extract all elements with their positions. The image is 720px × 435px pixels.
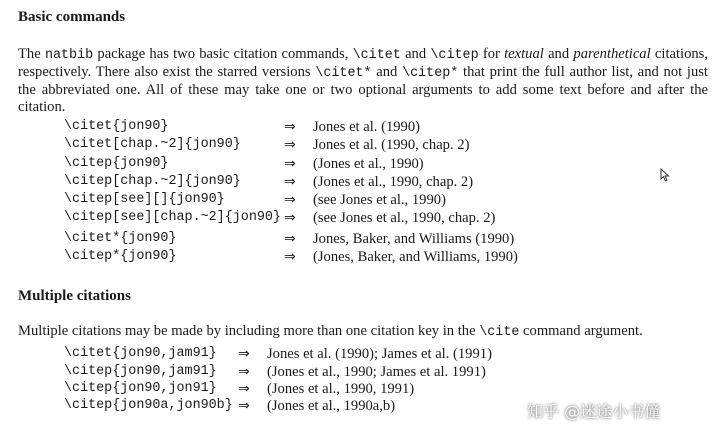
package-name: natbib: [44, 48, 94, 63]
example-result: Jones et al. (1990): [313, 119, 420, 135]
para-text: and: [371, 64, 403, 80]
zhihu-watermark: 知乎 @迷途小书僮: [527, 402, 661, 421]
command-name: \citep: [430, 48, 479, 63]
implies-arrow-icon: ⇒: [284, 249, 296, 265]
example-command: \citet{jon90}: [64, 119, 169, 134]
para-text: The: [18, 46, 45, 62]
para-text: command argument.: [519, 323, 643, 339]
implies-arrow-icon: ⇒: [238, 346, 250, 362]
example-command: \citep[see][]{jon90}: [64, 192, 225, 207]
example-result: (Jones et al., 1990, 1991): [267, 381, 415, 397]
example-command: \citep[see][chap.~2]{jon90}: [64, 210, 281, 225]
emphasis-text: textual: [504, 46, 544, 62]
basic-commands-paragraph: [18, 46, 708, 116]
example-command: \citep{jon90a,jon90b}: [64, 398, 233, 413]
section-heading-basic-commands: Basic commands: [18, 9, 126, 25]
example-command: \citep{jon90,jon91}: [64, 381, 217, 396]
example-command: \citet{jon90,jam91}: [64, 346, 217, 361]
implies-arrow-icon: ⇒: [284, 137, 296, 153]
section-heading-multiple-citations: Multiple citations: [18, 288, 131, 304]
command-name: \citep*: [402, 66, 459, 81]
example-result: Jones, Baker, and Williams (1990): [313, 231, 515, 247]
emphasis-text: parenthetical: [573, 46, 651, 62]
para-text: and: [543, 46, 574, 62]
example-command: \citet[chap.~2]{jon90}: [64, 137, 241, 152]
example-command: \citep{jon90,jam91}: [64, 364, 217, 379]
implies-arrow-icon: ⇒: [284, 231, 296, 247]
para-text: and: [400, 46, 431, 62]
command-name: \citet*: [315, 66, 372, 81]
command-name: \citet: [352, 48, 401, 63]
example-result: (see Jones et al., 1990, chap. 2): [313, 210, 496, 226]
implies-arrow-icon: ⇒: [238, 398, 250, 414]
example-result: (see Jones et al., 1990): [313, 192, 446, 208]
example-command: \citep{jon90}: [64, 156, 169, 171]
implies-arrow-icon: ⇒: [238, 364, 250, 380]
example-command: \citet*{jon90}: [64, 231, 177, 246]
mouse-pointer-icon: [660, 168, 670, 187]
para-text: package has two basic citation commands,: [93, 46, 353, 62]
example-command: \citep[chap.~2]{jon90}: [64, 174, 241, 189]
para-text: Multiple citations may be made by including more than one citation key in the: [18, 323, 480, 339]
example-result: (Jones et al., 1990a,b): [267, 398, 396, 414]
implies-arrow-icon: ⇒: [284, 210, 296, 226]
implies-arrow-icon: ⇒: [238, 381, 250, 397]
example-result: (Jones, Baker, and Williams, 1990): [313, 249, 518, 265]
implies-arrow-icon: ⇒: [284, 174, 296, 190]
implies-arrow-icon: ⇒: [284, 156, 296, 172]
para-text: that print the full author list, and not just the abbreviated one. All of these may take one or two optional arguments to add some text before and after the citation.: [18, 64, 708, 115]
example-result: (Jones et al., 1990): [313, 156, 424, 172]
para-text: for: [478, 46, 505, 62]
example-result: (Jones et al., 1990, chap. 2): [313, 174, 474, 190]
example-result: (Jones et al., 1990; James et al. 1991): [267, 364, 486, 380]
multiple-citations-paragraph: [18, 323, 708, 341]
implies-arrow-icon: ⇒: [284, 192, 296, 208]
example-result: Jones et al. (1990); James et al. (1991): [267, 346, 492, 362]
para-text: citations, respectively. There also exist the starred versions: [18, 46, 709, 80]
example-command: \citep*{jon90}: [64, 249, 177, 264]
example-result: Jones et al. (1990, chap. 2): [313, 137, 470, 153]
command-name: \cite: [479, 325, 520, 340]
implies-arrow-icon: ⇒: [284, 119, 296, 135]
